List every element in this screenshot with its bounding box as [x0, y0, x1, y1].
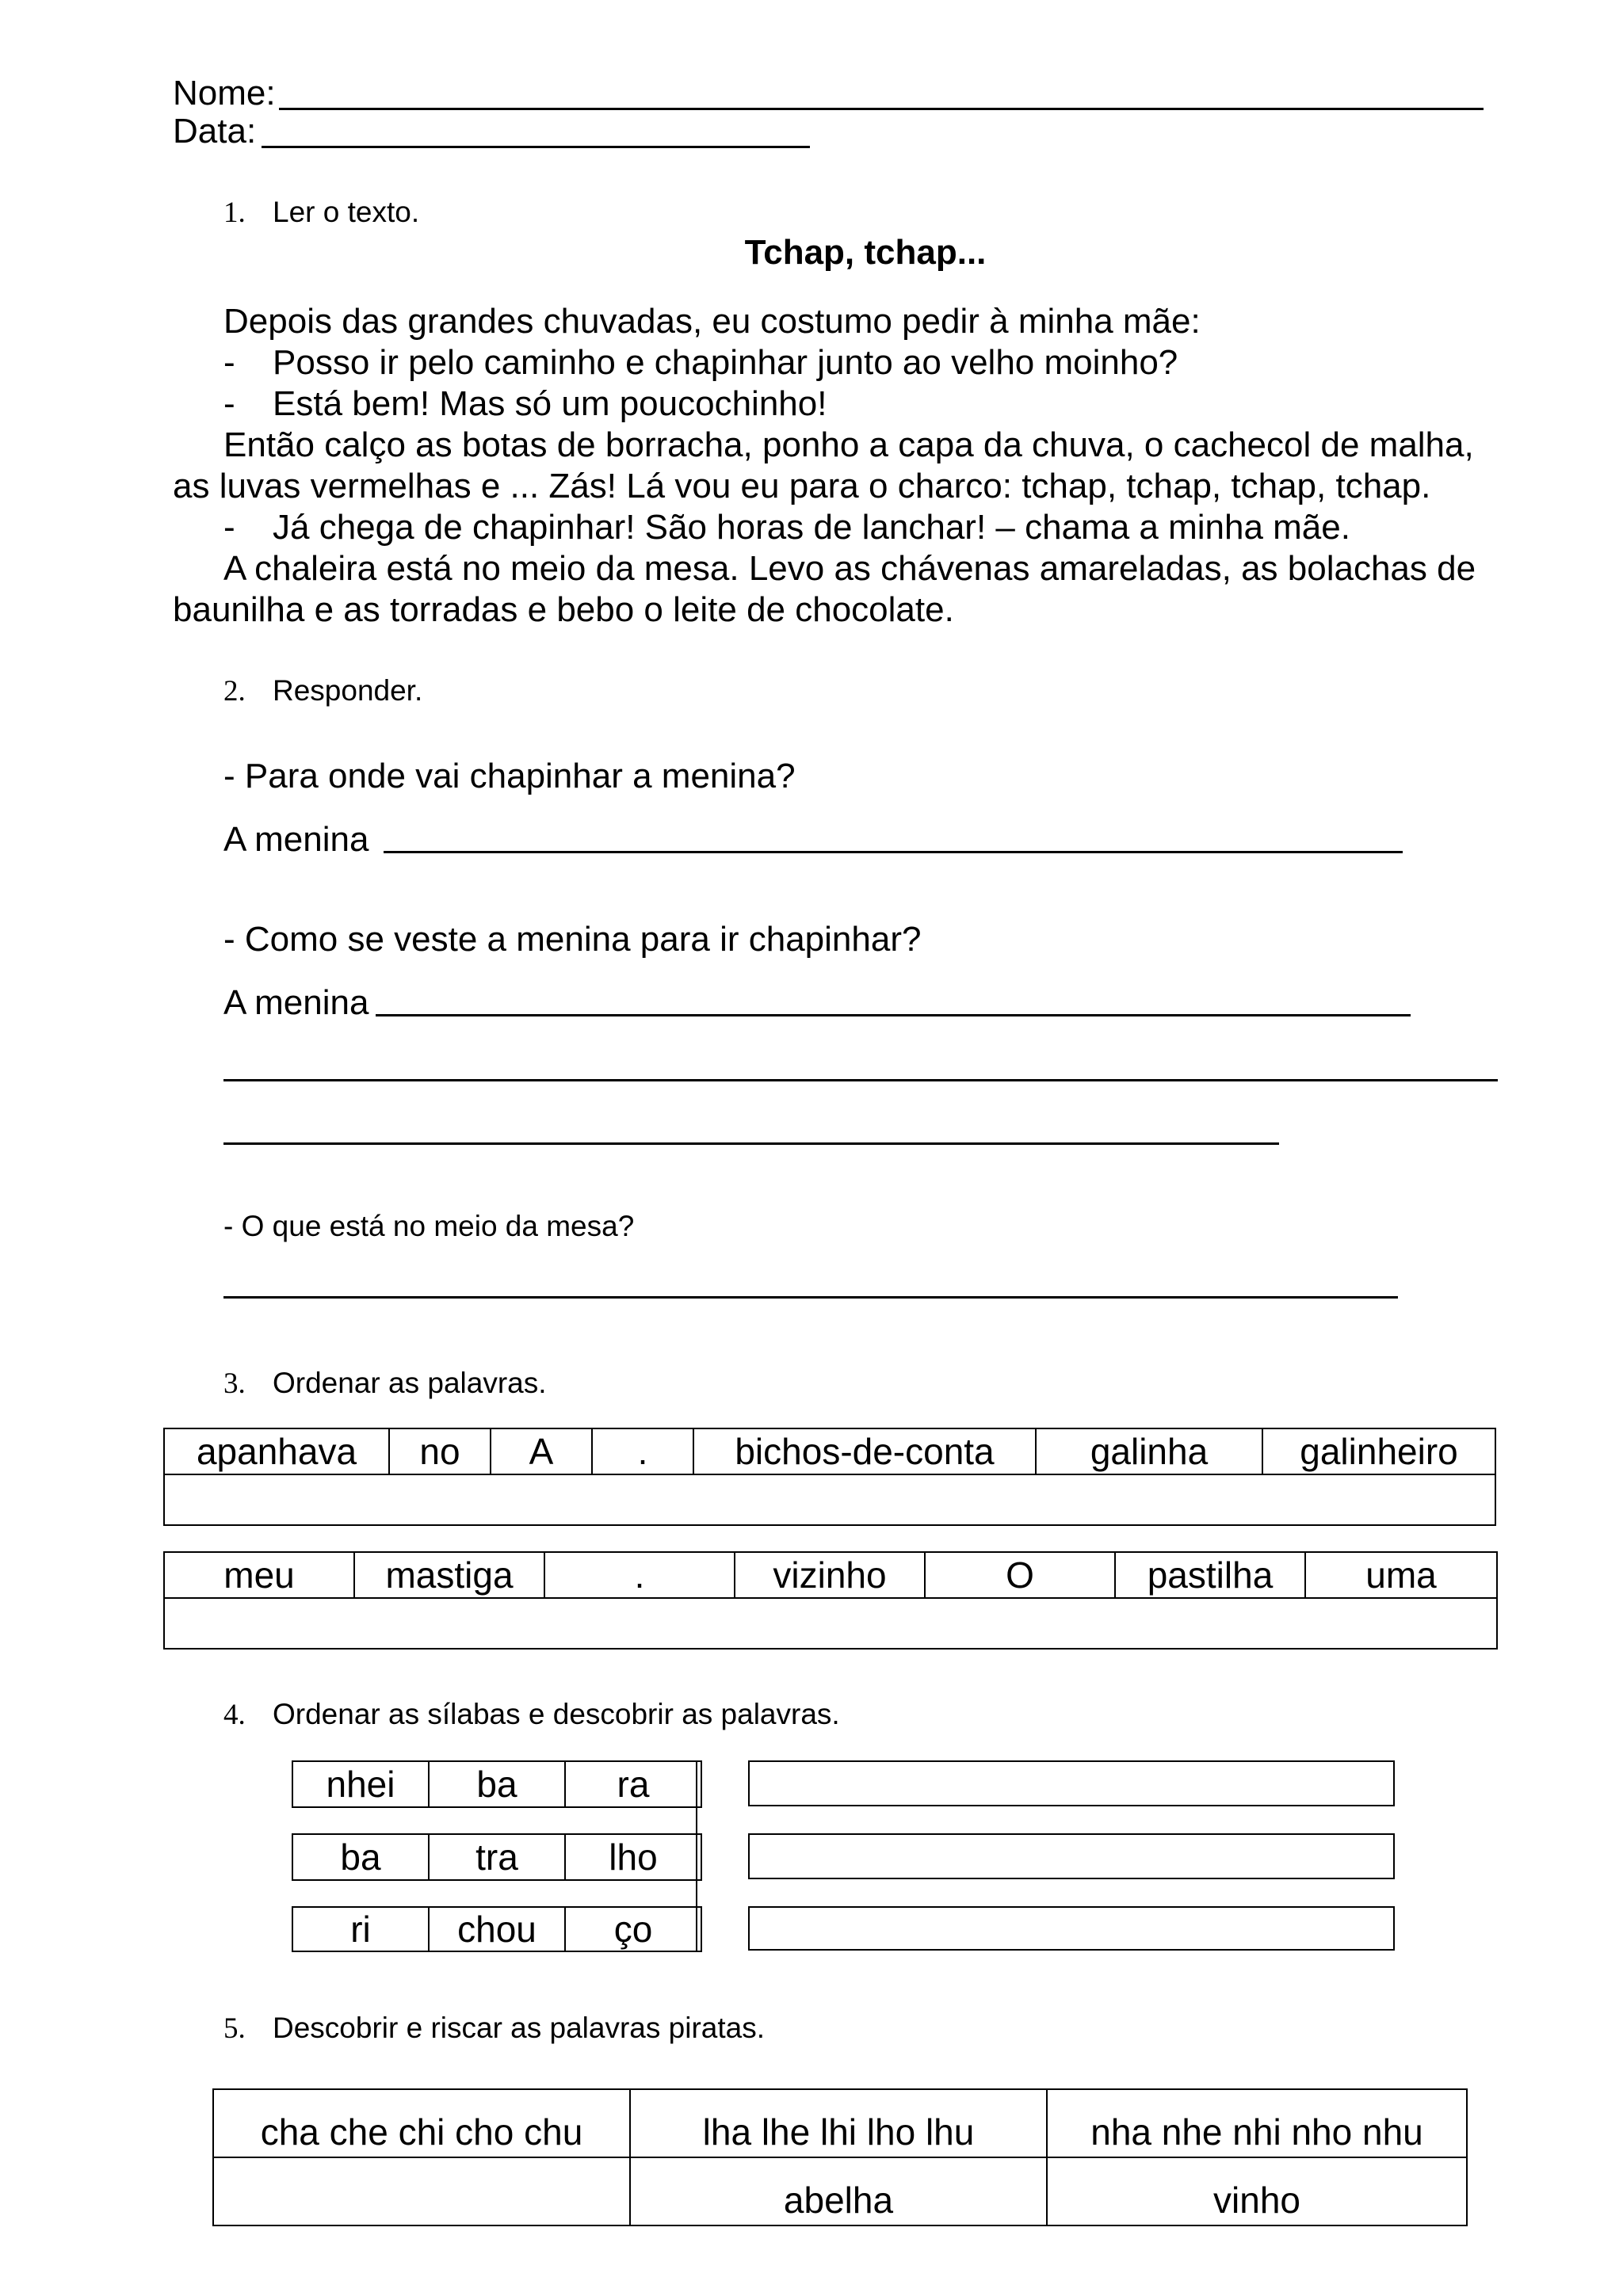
q2-instruction: Responder.: [273, 674, 423, 707]
story-line-2: Posso ir pelo caminho e chapinhar junto ao velho moinho?: [273, 343, 1178, 382]
word-cell: apanhava: [164, 1428, 389, 1474]
q5-number: 5.: [223, 2012, 246, 2045]
story-dialogue-1: [223, 342, 1178, 383]
answer-2-line[interactable]: [376, 1014, 1411, 1016]
syllable-family-header: nha nhe nhi nho nhu: [1047, 2089, 1467, 2157]
date-label: Data:: [173, 112, 257, 151]
word-cell: galinha: [1036, 1428, 1262, 1474]
syllable-cell: ba: [429, 1761, 565, 1807]
word-cell: galinheiro: [1262, 1428, 1495, 1474]
story-line-1: Depois das grandes chuvadas, eu costumo pedir à minha mãe:: [223, 302, 1201, 341]
q2-number: 2.: [223, 675, 246, 707]
q4-number: 4.: [223, 1699, 246, 1731]
answer-2-line-2[interactable]: [223, 1079, 1498, 1081]
syllable-cell: ri: [292, 1907, 429, 1951]
story-line-4: Então calço as botas de borracha, ponho a capa da chuva, o cachecol de malha,: [223, 425, 1474, 464]
question-3: - O que está no meio da mesa?: [223, 1210, 635, 1242]
question-2: - Como se veste a menina para ir chapinhar?: [223, 920, 922, 959]
story-dialogue-2: [223, 383, 827, 425]
word-cell: uma: [1305, 1552, 1497, 1598]
name-field[interactable]: [279, 108, 1484, 110]
q5-heading: [223, 2011, 765, 2046]
answer-3-line[interactable]: [223, 1296, 1398, 1299]
word-cell: O: [925, 1552, 1115, 1598]
q4-instruction: Ordenar as sílabas e descobrir as palavras.: [273, 1698, 840, 1730]
syllable-family-header: cha che chi cho chu: [213, 2089, 630, 2157]
q1-heading: [223, 195, 419, 231]
word-cell: pastilha: [1115, 1552, 1305, 1598]
word-answer-box-1[interactable]: [748, 1760, 1395, 1806]
q2-heading: [223, 673, 422, 709]
story-dialogue-3: [223, 507, 1350, 548]
story-line-5: as luvas vermelhas e ... Zás! Lá vou eu para o charco: tchap, tchap, tchap, tchap.: [173, 467, 1431, 505]
syllable-cell: chou: [429, 1907, 565, 1951]
pirate-words-table: [212, 2088, 1468, 2226]
syllable-row-3: [292, 1906, 702, 1952]
question-1: - Para onde vai chapinhar a menina?: [223, 757, 796, 795]
sentence-answer-cell[interactable]: [164, 1598, 1497, 1649]
word-cell: no: [389, 1428, 491, 1474]
word-cell: A: [491, 1428, 592, 1474]
q3-instruction: Ordenar as palavras.: [273, 1367, 547, 1399]
q4-heading: [223, 1697, 840, 1733]
answer-2-prefix: A menina: [223, 983, 369, 1022]
date-field[interactable]: [262, 146, 810, 148]
syllable-cell: ra: [565, 1761, 701, 1807]
q1-instruction: Ler o texto.: [273, 196, 420, 228]
answer-1-prefix: A menina: [223, 820, 369, 859]
word-order-table-2: [163, 1551, 1498, 1650]
word-list-cell[interactable]: [213, 2157, 630, 2225]
word-cell: .: [544, 1552, 735, 1598]
dash: -: [223, 508, 235, 547]
syllable-cell: tra: [429, 1834, 565, 1880]
q5-instruction: Descobrir e riscar as palavras piratas.: [273, 2012, 765, 2044]
syllable-row-2: [292, 1833, 702, 1881]
syllable-cell: ço: [565, 1907, 701, 1951]
answer-1-line[interactable]: [384, 851, 1403, 853]
word-cell: meu: [164, 1552, 354, 1598]
syllable-cell: nhei: [292, 1761, 429, 1807]
word-answer-box-3[interactable]: [748, 1906, 1395, 1951]
syllable-grid: [292, 1760, 699, 1951]
story-line-7: A chaleira está no meio da mesa. Levo as chávenas amareladas, as bolachas de: [223, 549, 1476, 588]
syllable-cell: ba: [292, 1834, 429, 1880]
q3-number: 3.: [223, 1367, 246, 1400]
syllable-family-header: lha lhe lhi lho lhu: [630, 2089, 1047, 2157]
word-cell: bichos-de-conta: [693, 1428, 1036, 1474]
story-title: Tchap, tchap...: [744, 233, 987, 272]
q1-number: 1.: [223, 196, 246, 229]
name-label: Nome:: [173, 74, 276, 113]
dash: -: [223, 343, 235, 382]
word-cell: vizinho: [735, 1552, 925, 1598]
syllable-cell: lho: [565, 1834, 701, 1880]
word-list-cell[interactable]: vinho: [1047, 2157, 1467, 2225]
answer-2-line-3[interactable]: [223, 1142, 1279, 1145]
sentence-answer-cell[interactable]: [164, 1474, 1495, 1525]
story-line-8: baunilha e as torradas e bebo o leite de chocolate.: [173, 590, 954, 629]
dash: -: [223, 384, 235, 423]
q3-heading: [223, 1366, 547, 1402]
word-cell: mastiga: [354, 1552, 544, 1598]
word-list-cell[interactable]: abelha: [630, 2157, 1047, 2225]
syllable-row-1: [292, 1760, 702, 1808]
word-answer-box-2[interactable]: [748, 1833, 1395, 1879]
story-line-3: Está bem! Mas só um poucochinho!: [273, 384, 827, 423]
story-line-6: Já chega de chapinhar! São horas de lanchar! – chama a minha mãe.: [273, 508, 1350, 547]
word-cell: .: [592, 1428, 693, 1474]
word-order-table-1: [163, 1428, 1496, 1526]
